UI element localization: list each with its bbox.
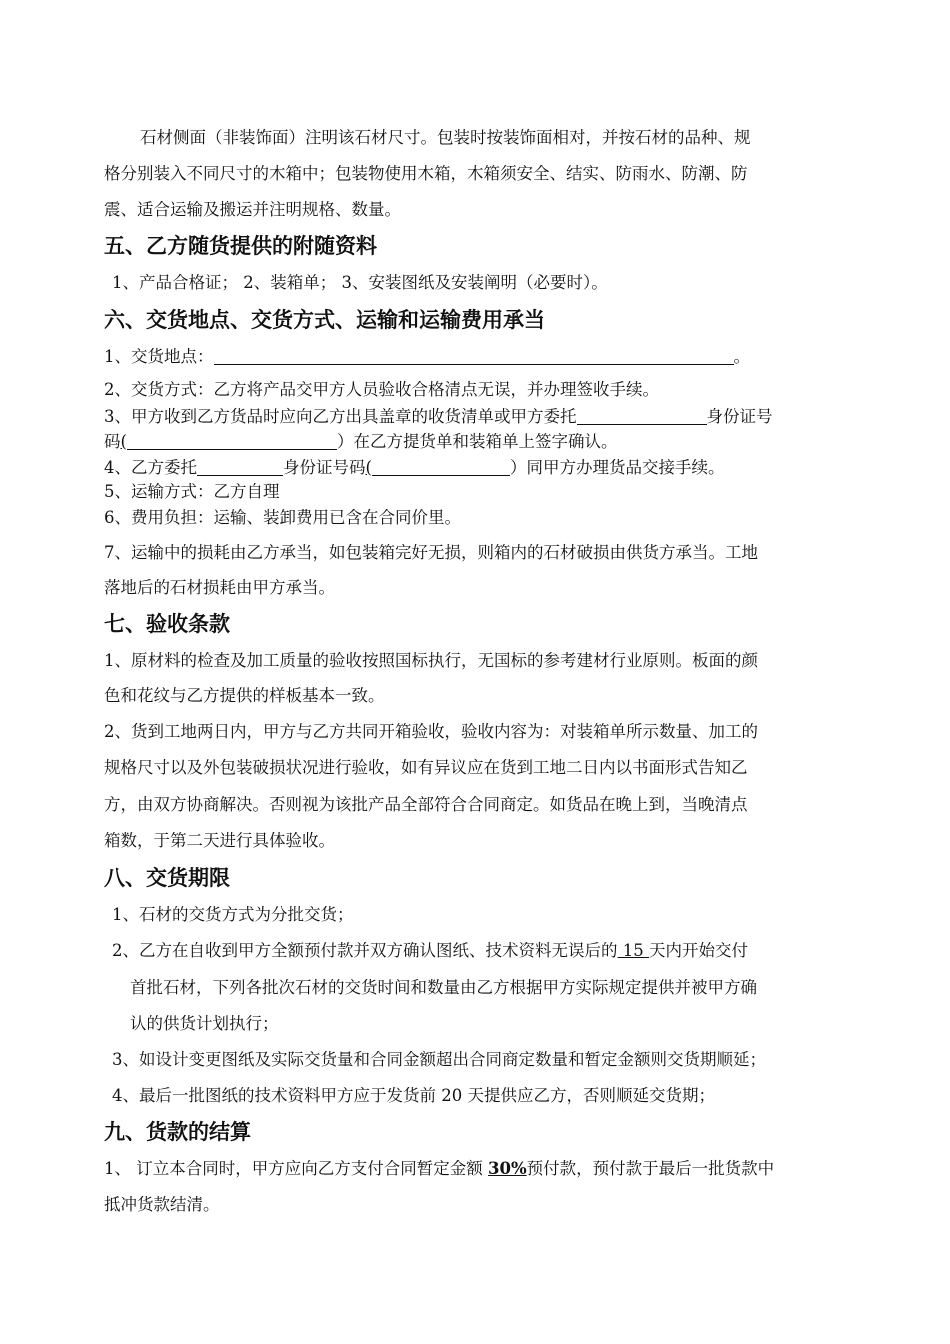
section-6-line-1 — [104, 348, 750, 366]
id-number-label: 身份证号 — [706, 407, 773, 426]
section-9-heading: 九、货款的结算 — [104, 1120, 251, 1144]
section-8-line-6: 4、最后一批图纸的技术资料甲方应于发货前 20 天提供应乙方，否则顺延交货期； — [112, 1086, 715, 1105]
section-6-line-5 — [104, 459, 724, 477]
intro-line-3: 震、适合运输及搬运并注明规格、数量。 — [104, 200, 401, 219]
handover-text: ）同甲方办理货品交接手续。 — [509, 458, 725, 477]
section-6-line-2: 2、交货方式：乙方将产品交甲方人员验收合格清点无误，并办理签收手续。 — [104, 380, 659, 399]
delivery-location-label: 1、交货地点： — [104, 347, 214, 366]
line-end-mark: 。 — [733, 347, 750, 366]
section-6-line-3 — [104, 408, 773, 426]
section-8-line-3: 首批石材，下列各批次石材的交货时间和数量由乙方根据甲方实际规定提供并被甲方确 — [130, 978, 757, 997]
prepayment-text-cont: 预付款，预付款于最后一批货款中 — [526, 1159, 775, 1178]
id-number-blank — [127, 433, 337, 450]
section-6-line-4 — [104, 433, 617, 451]
section-7-line-1: 1、原材料的检查及加工质量的验收按照国标执行，无国标的参考建材行业原则。板面的颜 — [104, 651, 758, 670]
section-6-line-6: 5、运输方式：乙方自理 — [104, 482, 280, 501]
section-6-line-7: 6、费用负担：运输、装卸费用已含在合同价里。 — [104, 508, 461, 527]
section-6-line-9: 落地后的石材损耗由甲方承当。 — [104, 578, 335, 597]
party-b-entrust-label: 4、乙方委托 — [104, 458, 197, 477]
entrusted-person-blank — [577, 408, 707, 425]
confirm-text: ）在乙方提货单和装箱单上签字确认。 — [336, 432, 618, 451]
party-b-id-label: 身份证号码 — [283, 458, 366, 477]
id-number-label-cont: 码 — [104, 432, 121, 451]
section-7-line-5: 方，由双方协商解决。否则视为该批产品全部符合合同商定。如货品在晚上到，当晚清点 — [104, 795, 748, 814]
section-9-line-2: 抵冲货款结清。 — [104, 1195, 220, 1214]
party-b-id-open-paren: ( — [365, 458, 372, 477]
section-9-line-1 — [104, 1161, 774, 1178]
section-7-line-3: 2、货到工地两日内，甲方与乙方共同开箱验收，验收内容为：对装箱单所示数量、加工的 — [104, 722, 758, 741]
party-b-id-blank — [372, 459, 510, 476]
section-8-line-5: 3、如设计变更图纸及实际交货量和合同金额超出合同商定数量和暂定金额则交货期顺延； — [112, 1050, 766, 1069]
section-7-line-6: 箱数，于第二天进行具体验收。 — [104, 831, 335, 850]
delivery-days-unit: 天内开始交付 — [649, 941, 748, 960]
section-6-heading: 六、交货地点、交货方式、运输和运输费用承当 — [104, 308, 545, 332]
section-8-line-4: 认的供货计划执行； — [130, 1014, 279, 1033]
section-7-heading: 七、验收条款 — [104, 612, 230, 636]
delivery-days-value: 15 — [617, 941, 649, 960]
section-8-heading: 八、交货期限 — [104, 866, 230, 890]
party-b-entrusted-blank — [197, 459, 283, 476]
section-6-line-8: 7、运输中的损耗由乙方承当，如包装箱完好无损，则箱内的石材破损由供货方承当。工地 — [104, 543, 758, 562]
section-8-line-1: 1、石材的交货方式为分批交货； — [112, 905, 354, 924]
prepayment-percent: 30% — [488, 1159, 527, 1178]
id-number-open-paren: ( — [120, 432, 127, 451]
intro-line-2: 格分别装入不同尺寸的木箱中；包装物使用木箱，木箱须安全、结实、防雨水、防潮、防 — [104, 164, 748, 183]
delivery-location-blank — [214, 348, 734, 365]
delivery-start-text: 2、乙方在自收到甲方全额预付款并双方确认图纸、技术资料无误后的 — [112, 941, 618, 960]
section-8-line-2 — [112, 943, 748, 960]
receipt-text: 3、甲方收到乙方货品时应向乙方出具盖章的收货清单或甲方委托 — [104, 407, 577, 426]
section-5-line-1: 1、产品合格证； 2、装箱单； 3、安装图纸及安装阐明（必要时）。 — [112, 273, 608, 292]
section-7-line-4: 规格尺寸以及外包装破损状况进行验收，如有异议应在货到工地二日内以书面形式告知乙 — [104, 758, 748, 777]
prepayment-text: 1、 订立本合同时，甲方应向乙方支付合同暂定金额 — [104, 1159, 488, 1178]
section-7-line-2: 色和花纹与乙方提供的样板基本一致。 — [104, 686, 385, 705]
intro-line-1: 石材侧面（非装饰面）注明该石材尺寸。包装时按装饰面相对，并按石材的品种、规 — [140, 128, 751, 147]
section-5-heading: 五、乙方随货提供的附随资料 — [104, 234, 377, 258]
